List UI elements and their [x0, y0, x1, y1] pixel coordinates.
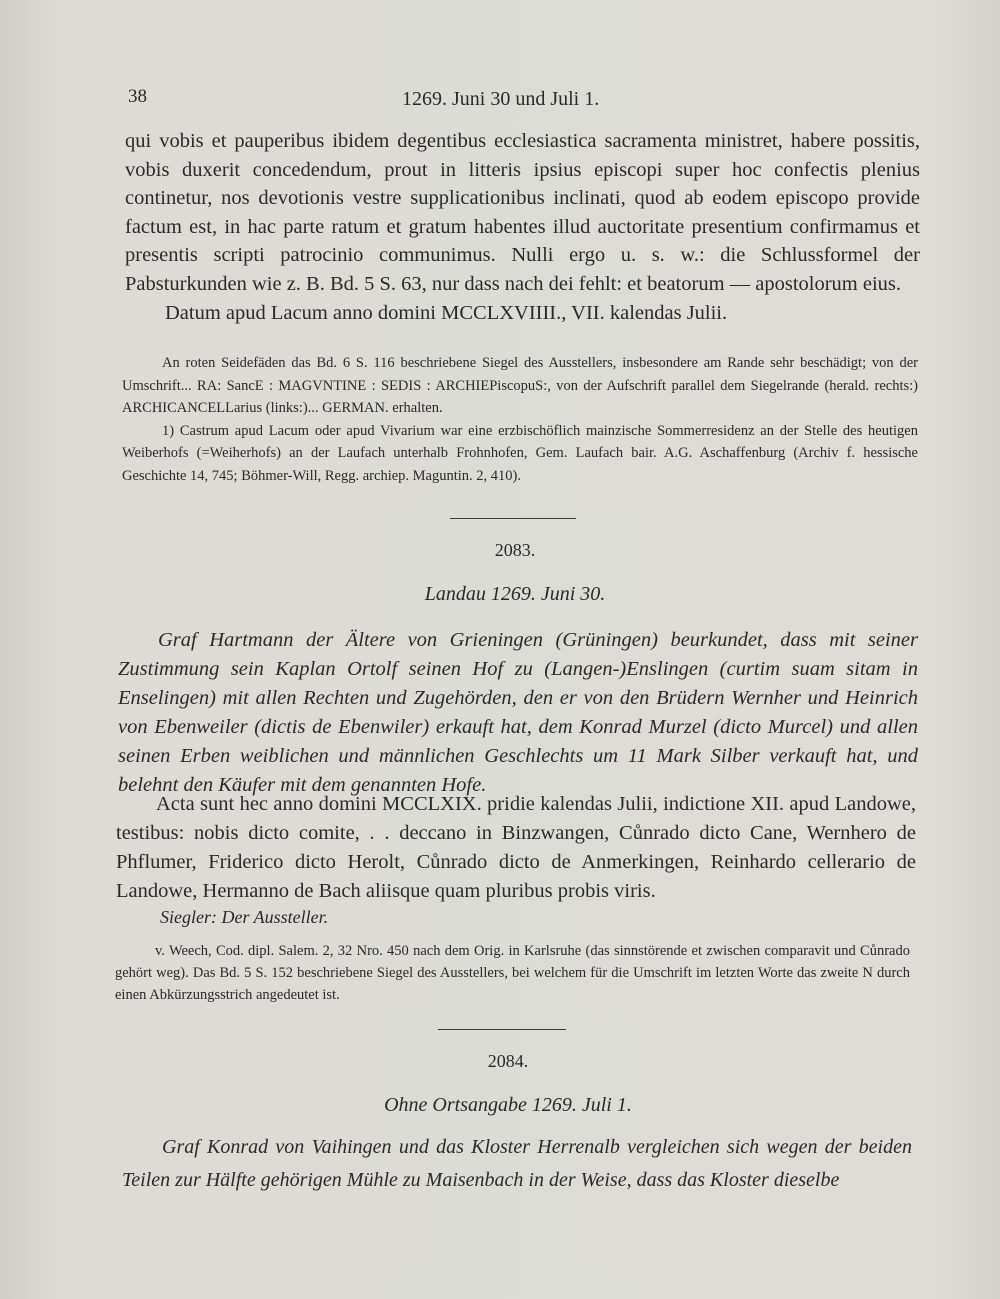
note-2083-block: [115, 940, 910, 1006]
summary-2083: Graf Hartmann der Ältere von Grieningen (Grüningen) beurkundet, dass mit seiner Zustimmung sein Kaplan Ortolf seinen Hof zu (Langen-)Enslingen (curtim suam sitam in Enselingen) mit allen Rechten und Zugehörden, den er von den Brüdern Wernher und Heinrich von Ebenweiler (dictis de Ebenwiler) erkauft hat, dem Konrad Murzel (dicto Murcel) und allen seinen Erben weiblichen und männlichen Geschlechts um 11 Mark Silber verkauft hat, und belehnt den Käufer mit dem genannten Hofe.: [118, 629, 918, 796]
section-divider: [450, 518, 576, 519]
page-number: 38: [128, 86, 147, 107]
summary-2084-block: [122, 1131, 912, 1197]
summary-2084: Graf Konrad von Vaihingen und das Kloster Herrenalb vergleichen sich wegen der beiden Teilen zur Hälfte gehörigen Mühle zu Maisenbach in der Weise, dass das Kloster dieselbe: [122, 1136, 912, 1191]
place-date-2084: Ohne Ortsangabe 1269. Juli 1.: [384, 1094, 632, 1116]
seal-note: An roten Seidefäden das Bd. 6 S. 116 beschriebene Siegel des Ausstellers, insbesondere am Rande sehr beschädigt; von der Umschrift... RA: SancE : MAGVNTINE : SEDIS : ARCHIEPiscopuS:, von der Aufschrift parallel dem Siegelrande (herald. rechts:) ARCHICANCELLarius (links:)... GERMAN. erhalten.: [122, 355, 918, 417]
siegler-2083: Siegler: Der Aussteller.: [160, 907, 329, 927]
footnote: 1) Castrum apud Lacum oder apud Vivarium war eine erzbischöflich mainzische Sommerresidenz an der Stelle des heutigen Weiberhofs (=Weiherhofs) an der Laufach unterhalb Frohnhofen, Gem. Laufach bair. A.G. Aschaffenburg (Archiv f. hessische Geschichte 14, 745; Böhmer-Will, Regg. archiep. Maguntin. 2, 410).: [122, 422, 918, 484]
place-date-2083: Landau 1269. Juni 30.: [424, 583, 606, 605]
doc-number-2083: 2083.: [494, 540, 536, 560]
document-body-text: [125, 127, 920, 327]
running-title: 1269. Juni 30 und Juli 1.: [402, 88, 600, 110]
section-divider-2: [438, 1029, 566, 1030]
acta-2083-block: [116, 790, 916, 906]
acta-2083: Acta sunt hec anno domini MCCLXIX. pridie kalendas Julii, indictione XII. apud Landowe, testibus: nobis dicto comite, . . deccano in Binzwangen, Cůnrado dicto Cane, Wernhero de Phflumer, Friderico dicto Herolt, Cůnrado dicto de Anmerkingen, Reinhardo cellerario de Landowe, Hermanno de Bach aliisque quam pluribus probis viris.: [116, 793, 916, 902]
body-paragraph: qui vobis et pauperibus ibidem degentibus ecclesiastica sacramenta ministret, habere possitis, vobis duxerit concedendum, prout in litteris ipsius episcopi super hoc confectis plenius continetur, nos devotionis vestre supplicationibus inclinati, quod ab eodem episcopo provide factum est, in hac parte ratum et gratum habentes illud auctoritate presentium confirmamus et presentis scripti patrocinio communimus. Nulli ergo u. s. w.: die Schlussformel der Pabsturkunden wie z. B. Bd. 5 S. 63, nur dass nach dei fehlt: et beatorum — apostolorum eius.: [125, 130, 920, 295]
datum-line: Datum apud Lacum anno domini MCCLXVIIII., VII. kalendas Julii.: [165, 301, 728, 324]
summary-2083-block: [118, 626, 918, 800]
seal-note-block: [122, 352, 918, 488]
doc-number-2084: 2084.: [487, 1051, 529, 1071]
note-2083: v. Weech, Cod. dipl. Salem. 2, 32 Nro. 450 nach dem Orig. in Karlsruhe (das sinnstörende et zwischen comparavit und Cůnrado gehört weg). Das Bd. 5 S. 152 beschriebene Siegel des Ausstellers, bei welchem für die Umschrift im letzten Worte das zweite N durch einen Abkürzungsstrich angedeutet ist.: [115, 943, 910, 1003]
